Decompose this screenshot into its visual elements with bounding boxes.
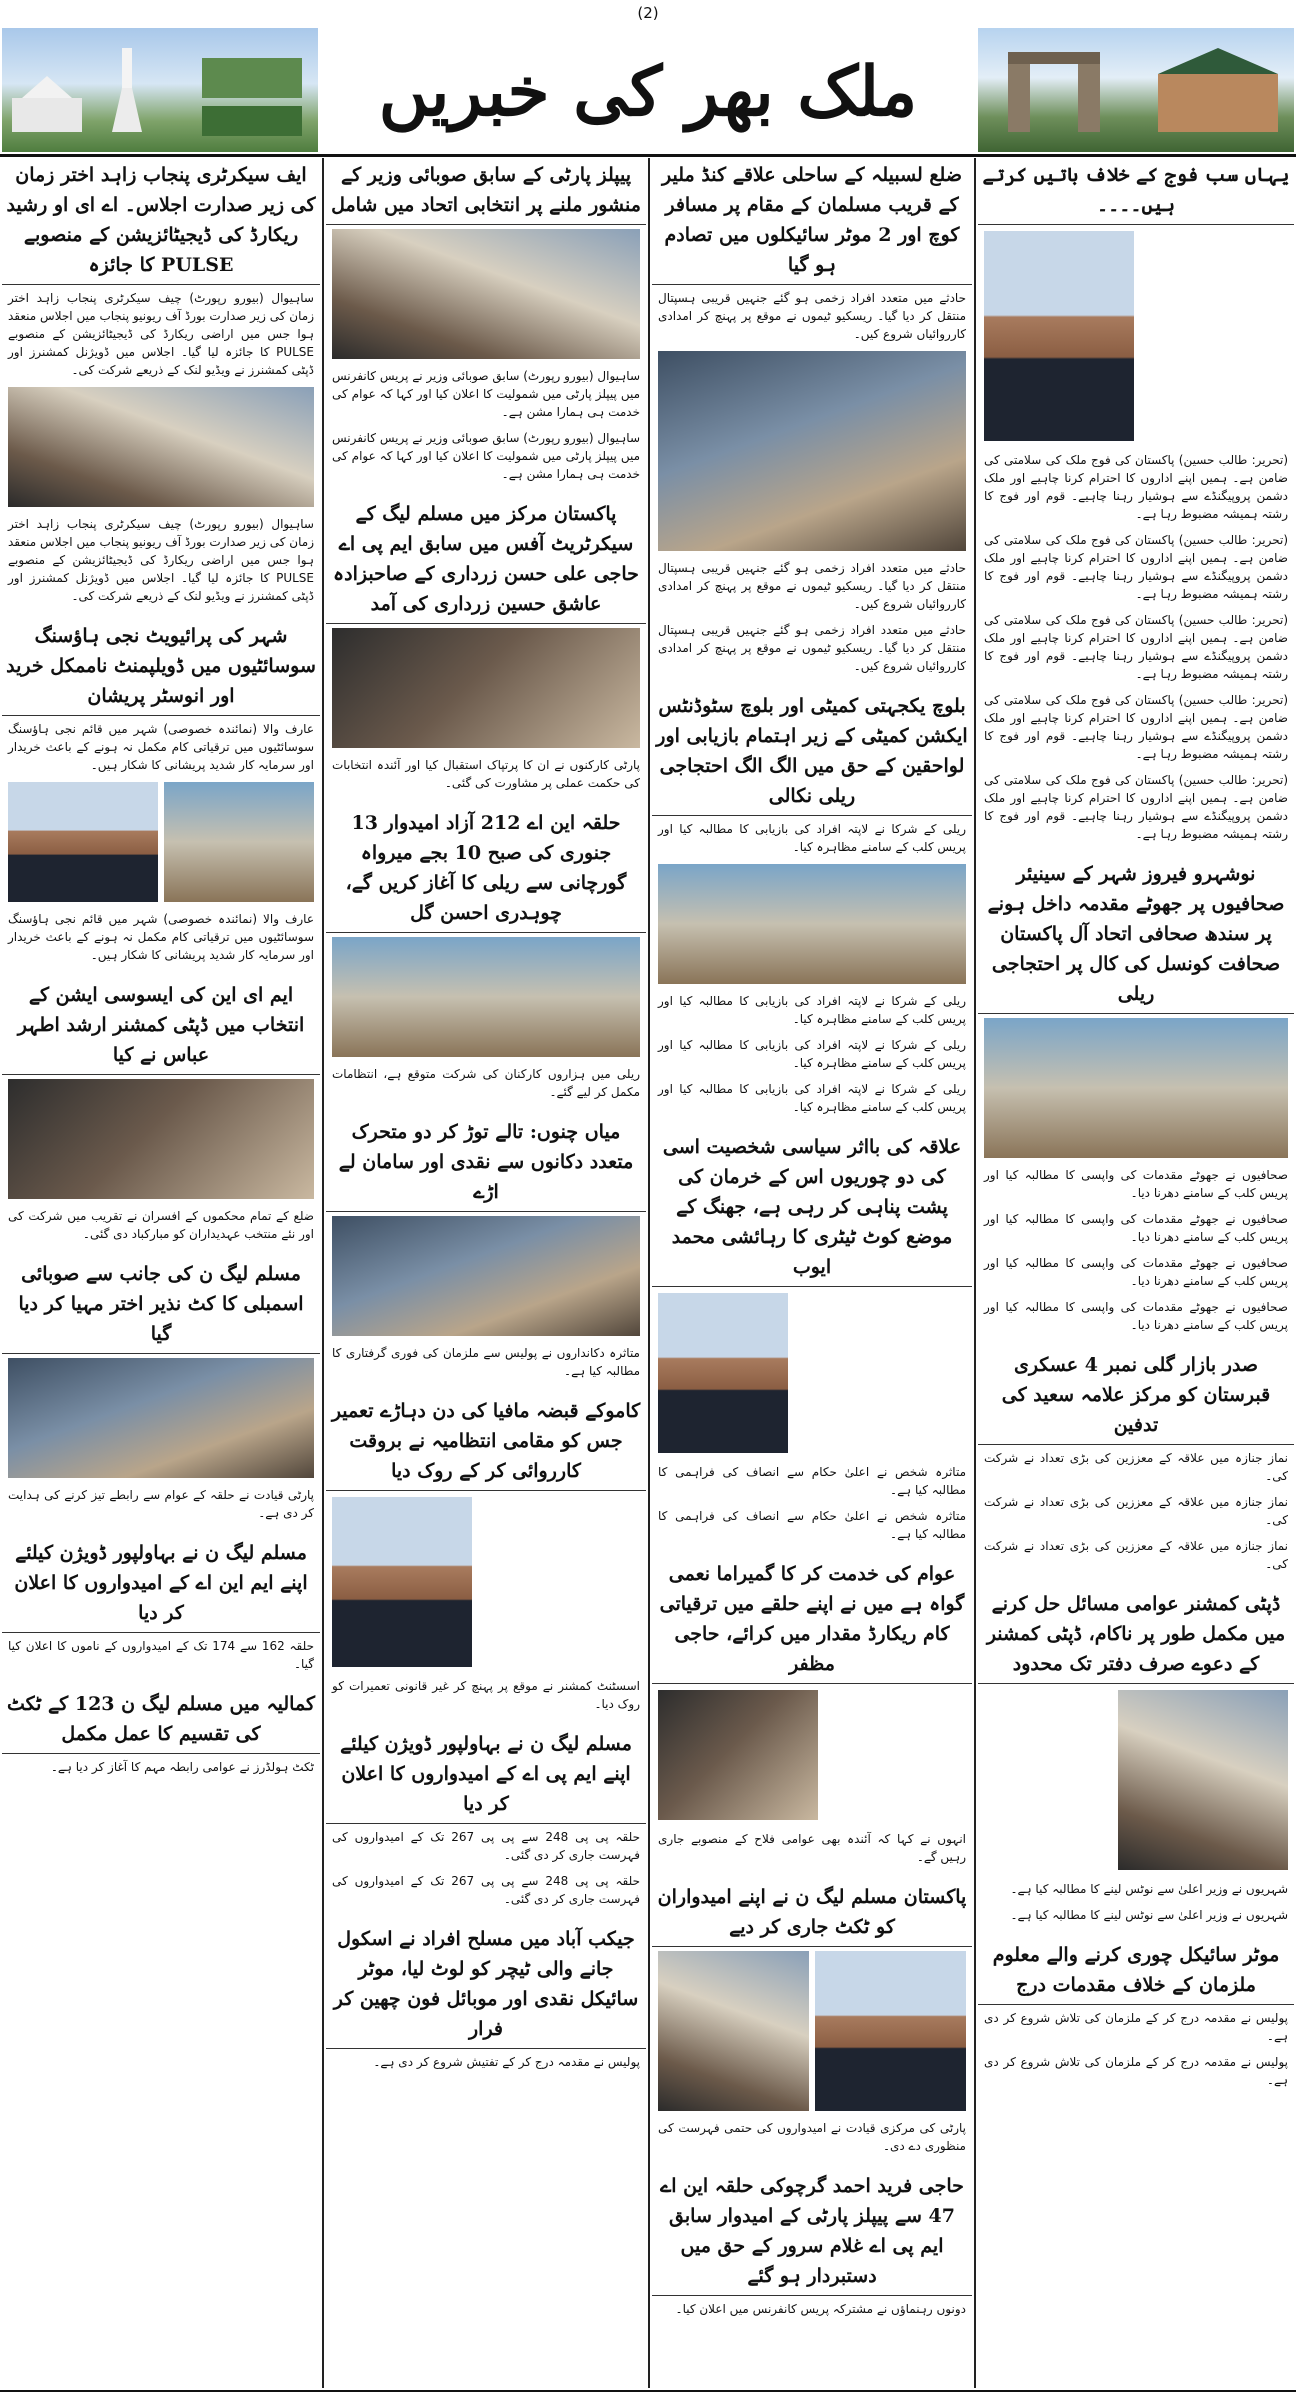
- story: [2, 978, 320, 1247]
- story: [2, 1536, 320, 1677]
- article-body: ساہیوال (بیورو رپورٹ) چیف سیکرٹری پنجاب زاہد اختر زمان کی زیر صدارت بورڈ آف ریونیو پنجاب میں اجلاس منعقد ہوا جس میں اراضی ریکارڈ کی ڈیجیٹائزیشن کے منصوبے PULSE کا جائزہ لیا گیا۔ اجلاس میں ڈویژنل کمشنرز اور ڈپٹی کمشنرز نے ویڈیو لنک کے ذریعے شرکت کی۔: [8, 517, 314, 603]
- column-divider: [322, 158, 324, 2388]
- headline: حلقہ این اے 212 آزاد امیدوار 13 جنوری کی صبح 10 بجے میرواہ گورچانی سے ریلی کا آغاز کریں گے، چوہدری احسن گل: [326, 806, 646, 933]
- article-body: صحافیوں نے جھوٹے مقدمات کی واپسی کا مطالبہ کیا اور پریس کلب کے سامنے دھرنا دیا۔: [984, 1212, 1288, 1244]
- article-body: پولیس نے مقدمہ درج کر کے ملزمان کی تلاش شروع کر دی ہے۔: [984, 2011, 1288, 2043]
- article-body: حلقہ پی پی 248 سے پی پی 267 تک کے امیدواروں کی فہرست جاری کر دی گئی۔: [332, 1874, 640, 1906]
- story: [326, 1394, 646, 1717]
- article-body: پارٹی قیادت نے حلقہ کے عوام سے رابطے تیز کرنے کی ہدایت کر دی ہے۔: [8, 1488, 314, 1520]
- headline: ایف سیکرٹری پنجاب زاہد اختر زمان کی زیر صدارت اجلاس۔ اے ای او رشید ریکارڈ کی ڈیجیٹائزیشن کے منصوبے PULSE کا جائزہ: [2, 158, 320, 285]
- article-body: ساہیوال (بیورو رپورٹ) چیف سیکرٹری پنجاب زاہد اختر زمان کی زیر صدارت بورڈ آف ریونیو پنجاب میں اجلاس منعقد ہوا جس میں اراضی ریکارڈ کی ڈیجیٹائزیشن کے منصوبے PULSE کا جائزہ لیا گیا۔ اجلاس میں ڈویژنل کمشنرز اور ڈپٹی کمشنرز نے ویڈیو لنک کے ذریعے شرکت کی۔: [8, 291, 314, 377]
- article-body: حلقہ پی پی 248 سے پی پی 267 تک کے امیدواروں کی فہرست جاری کر دی گئی۔: [332, 1830, 640, 1862]
- person-portrait: [8, 782, 158, 902]
- story: [326, 158, 646, 487]
- article-body: ٹکٹ ہولڈرز نے عوامی رابطہ مہم کا آغاز کر دیا ہے۔: [50, 1760, 314, 1774]
- story: [652, 158, 972, 679]
- headline: میاں چنوں: تالے توڑ کر دو متحرک متعدد دکانوں سے نقدی اور سامان لے اڑے: [326, 1115, 646, 1212]
- headline: علاقہ کی بااثر سیاسی شخصیت اسی کی دو چوریوں اس کے خرمان کی پشت پناہی کر رہی ہے، جھنگ کے موضع کوٹ ٹیٹری کا رہائشی محمد ایوب: [652, 1130, 972, 1287]
- story: [326, 1727, 646, 1912]
- article-body: شہریوں نے وزیر اعلیٰ سے نوٹس لینے کا مطالبہ کیا ہے۔: [1010, 1882, 1288, 1896]
- story: [652, 1130, 972, 1547]
- ceremony-photo: [8, 1079, 314, 1199]
- article-body: (تحریر: طالب حسین) پاکستان کی فوج ملک کی سلامتی کی ضامن ہے۔ ہمیں اپنے اداروں کا احترام کرنا چاہیے اور ملک دشمن پروپیگنڈے سے ہوشیار رہنا چاہیے۔ قوم اور فوج کا رشتہ ہمیشہ مضبوط رہا ہے۔: [984, 453, 1288, 521]
- meeting-photo: [8, 387, 314, 507]
- press-interview-photo: [658, 1690, 818, 1820]
- column-divider: [648, 158, 650, 2388]
- article-body: (تحریر: طالب حسین) پاکستان کی فوج ملک کی سلامتی کی ضامن ہے۔ ہمیں اپنے اداروں کا احترام کرنا چاہیے اور ملک دشمن پروپیگنڈے سے ہوشیار رہنا چاہیے۔ قوم اور فوج کا رشتہ ہمیشہ مضبوط رہا ہے۔: [984, 533, 1288, 601]
- story: [652, 689, 972, 1120]
- story: [2, 158, 320, 609]
- gate-building-icon: [978, 28, 1294, 152]
- headline: بلوچ یکجہتی کمیٹی اور بلوچ سٹوڈنٹس ایکشن کمیٹی کے زیر اہتمام بازیابی اور لواحقین کے حق میں الگ الگ احتجاجی ریلی نکالی: [652, 689, 972, 816]
- article-body: متاثرہ دکانداروں نے پولیس سے ملزمان کی فوری گرفتاری کا مطالبہ کیا ہے۔: [332, 1346, 640, 1378]
- article-body: صحافیوں نے جھوٹے مقدمات کی واپسی کا مطالبہ کیا اور پریس کلب کے سامنے دھرنا دیا۔: [984, 1256, 1288, 1288]
- column-right: [978, 158, 1294, 2388]
- article-body: عارف والا (نمائندہ خصوصی) شہر میں قائم نجی ہاؤسنگ سوسائٹیوں میں ترقیاتی کام مکمل نہ ہونے کے باعث خریدار اور سرمایہ کار شدید پریشانی کا شکار ہیں۔: [8, 722, 314, 772]
- monument-skyline-icon: [2, 28, 318, 152]
- official-photo: [1118, 1690, 1288, 1870]
- bus-accident-photo: [658, 351, 966, 551]
- headline: جیکب آباد میں مسلح افراد نے اسکول جانے والی ٹیچر کو لوٹ لیا، موٹر سائیکل نقدی اور موبائل فون چھین کر فرار: [326, 1922, 646, 2049]
- story: [2, 1687, 320, 1780]
- article-body: ریلی کے شرکا نے لاپتہ افراد کی بازیابی کا مطالبہ کیا اور پریس کلب کے سامنے مظاہرہ کیا۔: [658, 994, 966, 1026]
- headline: ضلع لسبیلہ کے ساحلی علاقے کنڈ ملیر کے قریب مسلمان کے مقام پر مسافر کوچ اور 2 موٹر سائیکلوں میں تصادم ہو گیا: [652, 158, 972, 285]
- masthead: [0, 26, 1296, 154]
- article-body: نماز جنازہ میں علاقہ کے معززین کی بڑی تعداد نے شرکت کی۔: [984, 1539, 1288, 1571]
- article-body: (تحریر: طالب حسین) پاکستان کی فوج ملک کی سلامتی کی ضامن ہے۔ ہمیں اپنے اداروں کا احترام کرنا چاہیے اور ملک دشمن پروپیگنڈے سے ہوشیار رہنا چاہیے۔ قوم اور فوج کا رشتہ ہمیشہ مضبوط رہا ہے۔: [984, 613, 1288, 681]
- article-body: پولیس نے مقدمہ درج کر کے ملزمان کی تلاش شروع کر دی ہے۔: [984, 2055, 1288, 2087]
- article-body: متاثرہ شخص نے اعلیٰ حکام سے انصاف کی فراہمی کا مطالبہ کیا ہے۔: [658, 1465, 966, 1497]
- story: [978, 1938, 1294, 2093]
- article-body: (تحریر: طالب حسین) پاکستان کی فوج ملک کی سلامتی کی ضامن ہے۔ ہمیں اپنے اداروں کا احترام کرنا چاہیے اور ملک دشمن پروپیگنڈے سے ہوشیار رہنا چاہیے۔ قوم اور فوج کا رشتہ ہمیشہ مضبوط رہا ہے۔: [984, 773, 1288, 841]
- masthead-title: ملک بھر کی خبریں: [378, 52, 918, 132]
- column-center-left: [326, 158, 646, 2388]
- story: [978, 1587, 1294, 1928]
- article-body: ریلی کے شرکا نے لاپتہ افراد کی بازیابی کا مطالبہ کیا اور پریس کلب کے سامنے مظاہرہ کیا۔: [658, 1038, 966, 1070]
- headline: کمالیہ میں مسلم لیگ ن 123 کے ٹکٹ کی تقسیم کا عمل مکمل: [2, 1687, 320, 1754]
- story: [978, 158, 1294, 847]
- article-body: متاثرہ شخص نے اعلیٰ حکام سے انصاف کی فراہمی کا مطالبہ کیا ہے۔: [658, 1509, 966, 1541]
- page-number: (2): [637, 4, 659, 22]
- headline: مسلم لیگ ن نے بہاولپور ڈویژن کیلئے اپنے ایم پی اے کے امیدواروں کا اعلان کر دیا: [326, 1727, 646, 1824]
- headline: یہاں سب فوج کے خلاف باتیں کرتے ہیں۔۔۔۔: [978, 158, 1294, 225]
- story: [326, 1115, 646, 1384]
- article-body: ریلی کے شرکا نے لاپتہ افراد کی بازیابی کا مطالبہ کیا اور پریس کلب کے سامنے مظاہرہ کیا۔: [658, 822, 966, 854]
- article-body: انہوں نے کہا کہ آئندہ بھی عوامی فلاح کے منصوبے جاری رہیں گے۔: [658, 1832, 966, 1864]
- column-center-right: [652, 158, 972, 2388]
- article-body: حلقہ 162 سے 174 تک کے امیدواروں کے ناموں کا اعلان کیا گیا۔: [8, 1639, 315, 1671]
- press-meeting-photo: [332, 937, 640, 1057]
- article-body: صحافیوں نے جھوٹے مقدمات کی واپسی کا مطالبہ کیا اور پریس کلب کے سامنے دھرنا دیا۔: [984, 1300, 1288, 1332]
- story: [326, 1922, 646, 2075]
- article-body: ساہیوال (بیورو رپورٹ) سابق صوبائی وزیر نے پریس کانفرنس میں پیپلز پارٹی میں شمولیت کا اعلان کیا اور کہا کہ عوام کی خدمت ہی ہمارا مشن ہے۔: [331, 369, 640, 419]
- story: [978, 1348, 1294, 1577]
- meeting-photo: [332, 229, 640, 359]
- column-divider: [974, 158, 976, 2388]
- article-body: ضلع کے تمام محکموں کے افسران نے تقریب میں شرکت کی اور نئے منتخب عہدیداران کو مبارکباد دی گئی۔: [8, 1209, 314, 1241]
- article-body: ریلی کے شرکا نے لاپتہ افراد کی بازیابی کا مطالبہ کیا اور پریس کلب کے سامنے مظاہرہ کیا۔: [658, 1082, 966, 1114]
- headline: مسلم لیگ ن کی جانب سے صوبائی اسمبلی کا کٹ نذیر اختر مہیا کر دیا گیا: [2, 1257, 320, 1354]
- article-body: نماز جنازہ میں علاقہ کے معززین کی بڑی تعداد نے شرکت کی۔: [984, 1495, 1288, 1527]
- headline: حاجی فرید احمد گرچوکی حلقہ این اے 47 سے پیپلز پارٹی کے امیدوار سابق ایم پی اے غلام سرور کے حق میں دستبردار ہو گئے: [652, 2169, 972, 2296]
- rally-photo: [658, 864, 966, 984]
- headline: ایم ای این کی ایسوسی ایشن کے انتخاب میں ڈپٹی کمشنر ارشد اطہر عباس نے کیا: [2, 978, 320, 1075]
- masthead-rule: [0, 154, 1296, 157]
- headline: عوام کی خدمت کر کا گمیراما نعمی گواہ ہے میں نے اپنے حلقے میں ترقیاتی کام ریکارڈ مقدار میں کرائے، حاجی مظفر: [652, 1557, 972, 1684]
- headline: نوشہرو فیروز شہر کے سینیئر صحافیوں پر جھوٹے مقدمہ داخل ہونے پر سندھ صحافی اتحاد آل پاکستان صحافت کونسل کی کال پر احتجاجی ریلی: [978, 857, 1294, 1014]
- story: [652, 1880, 972, 2159]
- story: [2, 619, 320, 968]
- story: [326, 497, 646, 796]
- person-portrait: [658, 1293, 788, 1453]
- article-body: اسسٹنٹ کمشنر نے موقع پر پہنچ کر غیر قانونی تعمیرات کو روک دیا۔: [332, 1679, 640, 1711]
- article-body: دونوں رہنماؤں نے مشترکہ پریس کانفرنس میں اعلان کیا۔: [675, 2302, 966, 2316]
- article-body: ساہیوال (بیورو رپورٹ) سابق صوبائی وزیر نے پریس کانفرنس میں پیپلز پارٹی میں شمولیت کا اعلان کیا اور کہا کہ عوام کی خدمت ہی ہمارا مشن ہے۔: [331, 431, 640, 481]
- candidate-portrait: [815, 1951, 966, 2111]
- author-portrait: [984, 231, 1134, 441]
- article-body: حادثے میں متعدد افراد زخمی ہو گئے جنہیں قریبی ہسپتال منتقل کر دیا گیا۔ ریسکیو ٹیموں نے موقع پر پہنچ کر امدادی کارروائیاں شروع کیں۔: [658, 623, 966, 673]
- masthead-right-photo: [978, 28, 1294, 152]
- candidate-photos: [658, 1951, 966, 2111]
- headline: پاکستان مسلم لیگ ن نے اپنے امیدواران کو ٹکٹ جاری کر دیے: [652, 1880, 972, 1947]
- story: [652, 1557, 972, 1870]
- article-body: پارٹی کارکنوں نے ان کا پرتپاک استقبال کیا اور آئندہ انتخابات کی حکمت عملی پر مشاورت کی گئی۔: [332, 758, 640, 790]
- celebration-photo: [8, 1358, 314, 1478]
- article-body: صحافیوں نے جھوٹے مقدمات کی واپسی کا مطالبہ کیا اور پریس کلب کے سامنے دھرنا دیا۔: [984, 1168, 1288, 1200]
- story: [326, 806, 646, 1105]
- article-body: حادثے میں متعدد افراد زخمی ہو گئے جنہیں قریبی ہسپتال منتقل کر دیا گیا۔ ریسکیو ٹیموں نے موقع پر پہنچ کر امدادی کارروائیاں شروع کیں۔: [658, 291, 966, 341]
- headline: پیپلز پارٹی کے سابق صوبائی وزیر کے منشور ملنے پر انتخابی اتحاد میں شامل: [326, 158, 646, 225]
- story: [2, 1257, 320, 1526]
- headline: مسلم لیگ ن نے بہاولپور ڈویژن کیلئے اپنے ایم این اے کے امیدواروں کا اعلان کر دیا: [2, 1536, 320, 1633]
- person-portrait: [164, 782, 314, 902]
- headline: ڈپٹی کمشنر عوامی مسائل حل کرنے میں مکمل طور پر ناکام، ڈپٹی کمشنر کے دعوے صرف دفتر تک محدود: [978, 1587, 1294, 1684]
- article-body: پارٹی کی مرکزی قیادت نے امیدواروں کی حتمی فہرست کی منظوری دے دی۔: [658, 2121, 966, 2153]
- article-body: ریلی میں ہزاروں کارکنان کی شرکت متوقع ہے، انتظامات مکمل کر لیے گئے۔: [332, 1067, 640, 1099]
- headline: پاکستان مرکز میں مسلم لیگ کے سیکرٹریٹ آفس میں سابق ایم پی اے حاجی علی حسن زرداری کے صاحبزادہ عاشق حسین زرداری کی آمد: [326, 497, 646, 624]
- official-portrait: [332, 1497, 472, 1667]
- headline: صدر بازار گلی نمبر 4 عسکری قبرستان کو مرکز علامہ سعید کی تدفین: [978, 1348, 1294, 1445]
- article-body: حادثے میں متعدد افراد زخمی ہو گئے جنہیں قریبی ہسپتال منتقل کر دیا گیا۔ ریسکیو ٹیموں نے موقع پر پہنچ کر امدادی کارروائیاں شروع کیں۔: [658, 561, 966, 611]
- headline: کاموکے قبضہ مافیا کی دن دہاڑے تعمیر جس کو مقامی انتظامیہ نے بروقت کارروائی کر کے روک دیا: [326, 1394, 646, 1491]
- candidate-portrait: [658, 1951, 809, 2111]
- group-photo: [332, 628, 640, 748]
- masthead-left-photo: [2, 28, 318, 152]
- protest-photo: [984, 1018, 1288, 1158]
- article-body: پولیس نے مقدمہ درج کر کے تفتیش شروع کر دی ہے۔: [373, 2055, 640, 2069]
- story: [978, 857, 1294, 1338]
- column-left: [2, 158, 320, 2388]
- bottom-rule: [0, 2390, 1296, 2392]
- article-body: نماز جنازہ میں علاقہ کے معززین کی بڑی تعداد نے شرکت کی۔: [984, 1451, 1288, 1483]
- portrait-pair: [8, 782, 314, 902]
- article-body: (تحریر: طالب حسین) پاکستان کی فوج ملک کی سلامتی کی ضامن ہے۔ ہمیں اپنے اداروں کا احترام کرنا چاہیے اور ملک دشمن پروپیگنڈے سے ہوشیار رہنا چاہیے۔ قوم اور فوج کا رشتہ ہمیشہ مضبوط رہا ہے۔: [984, 693, 1288, 761]
- headline: موٹر سائیکل چوری کرنے والے معلوم ملزمان کے خلاف مقدمات درج: [978, 1938, 1294, 2005]
- article-body: شہریوں نے وزیر اعلیٰ سے نوٹس لینے کا مطالبہ کیا ہے۔: [1010, 1908, 1288, 1922]
- article-body: عارف والا (نمائندہ خصوصی) شہر میں قائم نجی ہاؤسنگ سوسائٹیوں میں ترقیاتی کام مکمل نہ ہونے کے باعث خریدار اور سرمایہ کار شدید پریشانی کا شکار ہیں۔: [8, 912, 314, 962]
- shop-theft-photo: [332, 1216, 640, 1336]
- headline: شہر کی پرائیویٹ نجی ہاؤسنگ سوسائٹیوں میں ڈویلپمنٹ ناممکل خرید اور انوسٹر پریشان: [2, 619, 320, 716]
- story: [652, 2169, 972, 2322]
